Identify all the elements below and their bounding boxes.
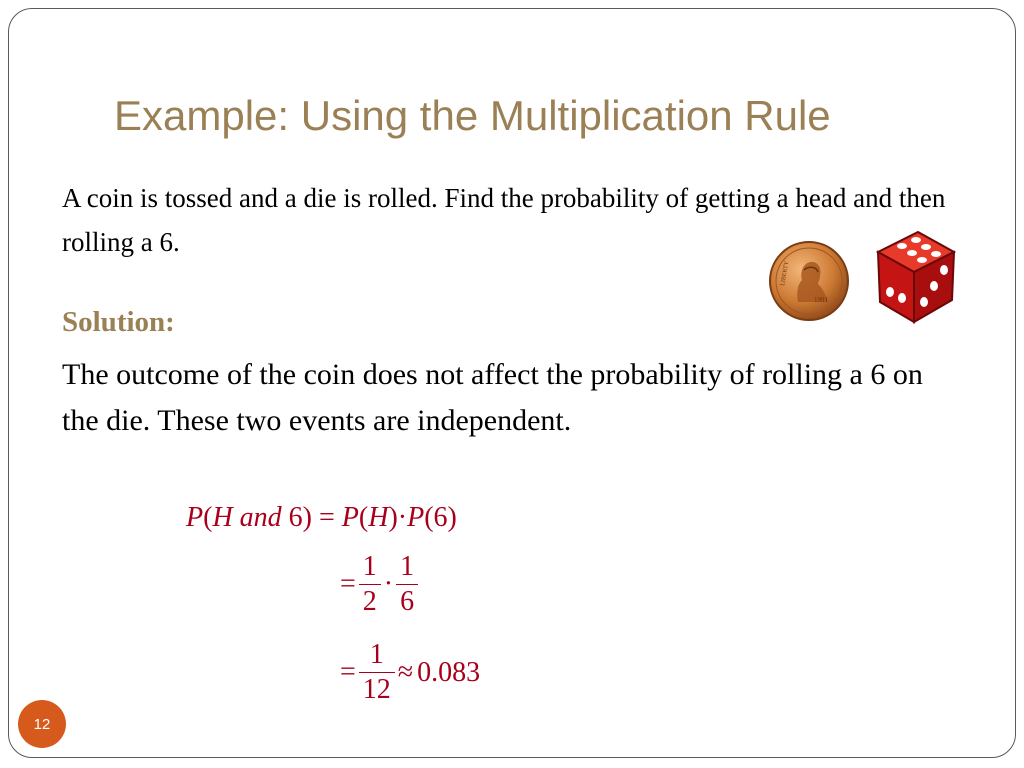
fraction-one-sixth: [396, 550, 418, 619]
eq2-den1: 2: [362, 586, 377, 617]
eq3-equals: =: [340, 656, 356, 688]
svg-text:LIBERTY: LIBERTY: [780, 260, 791, 287]
equation-line-1: [186, 502, 457, 534]
slide-title: Example: Using the Multiplication Rule: [114, 92, 831, 139]
eq1-dot: ·: [397, 502, 408, 533]
eq1-rhs-six: (6): [424, 502, 457, 533]
eq2-num2: 1: [396, 550, 418, 585]
fraction-one-twelfth: [359, 638, 395, 707]
svg-text:1991: 1991: [814, 296, 828, 304]
eq1-rhs-p2: P: [407, 502, 425, 533]
eq3-result: 0.083: [417, 656, 481, 688]
eq2-den2: 6: [400, 586, 415, 617]
eq2-dot: ·: [383, 568, 394, 600]
eq1-lhs-and: and: [239, 502, 282, 533]
red-die-icon: [868, 226, 960, 333]
eq1-equals: =: [319, 502, 335, 533]
eq3-num: 1: [359, 638, 395, 673]
eq3-approx: ≈: [397, 656, 414, 688]
solution-label: Solution:: [62, 306, 175, 338]
eq2-num1: 1: [359, 550, 381, 585]
eq2-equals: =: [340, 568, 356, 600]
page-number: 12: [33, 715, 51, 733]
eq1-rhs-close: ): [388, 502, 398, 533]
penny-coin-icon: [768, 240, 850, 327]
problem-text: A coin is tossed and a die is rolled. Find the probability of getting a head and then rolling a 6.: [62, 183, 946, 257]
eq1-lhs-six: 6): [288, 502, 312, 533]
eq1-lhs-h: H: [212, 502, 233, 533]
eq1-lhs-open: (: [203, 502, 213, 533]
eq1-lhs-p: P: [186, 502, 204, 533]
fraction-one-half: [359, 550, 381, 619]
eq3-den: 12: [362, 674, 391, 705]
equation-line-2: [340, 550, 421, 619]
explanation-text: The outcome of the coin does not affect the probability of rolling a 6 on the die. These two events are independent.: [62, 358, 923, 437]
equation-line-3: [340, 638, 480, 707]
page-number-badge: [18, 700, 66, 748]
eq1-rhs-open: (: [358, 502, 369, 533]
eq1-rhs-p1: P: [341, 502, 359, 533]
eq1-rhs-h: H: [368, 502, 389, 533]
